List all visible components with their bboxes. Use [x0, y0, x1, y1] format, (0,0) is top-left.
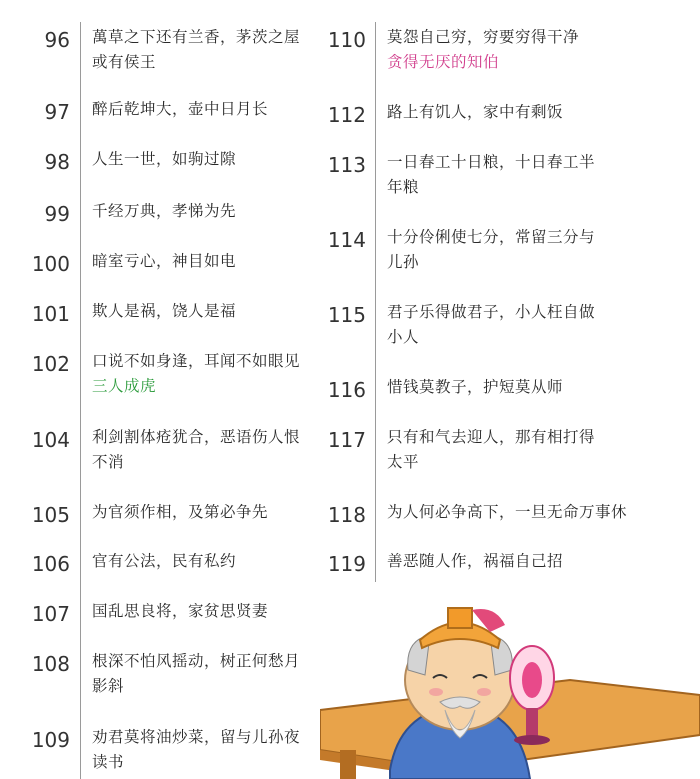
- proverb-number: 100: [31, 252, 70, 276]
- proverb-line: 君子乐得做君子，小人枉自做: [387, 303, 596, 321]
- proverb-number: 105: [31, 503, 70, 527]
- proverb-text: [92, 599, 317, 624]
- proverb-text: [92, 549, 317, 574]
- proverb-line: 儿孙: [387, 253, 420, 271]
- proverb-text: [92, 425, 317, 475]
- proverb-text: [92, 25, 317, 75]
- proverb-text: [92, 147, 317, 172]
- proverb-line: 小人: [387, 328, 420, 346]
- proverb-line: 为人何必争高下，一旦无命万事休: [387, 503, 628, 521]
- right-column-divider: [375, 22, 376, 582]
- proverb-line: 莫怨自己穷，穷要穷得干净: [387, 28, 580, 46]
- proverb-text: [387, 300, 637, 350]
- proverb-number: 97: [44, 100, 70, 124]
- proverb-line: 惜钱莫教子，护短莫从师: [387, 378, 564, 396]
- proverb-text: [387, 225, 637, 275]
- proverb-line: 醉后乾坤大，壶中日月长: [92, 100, 269, 118]
- proverb-text: [387, 100, 637, 125]
- proverb-number: 116: [327, 378, 366, 402]
- story-reference-note: 贪得无厌的知伯: [387, 53, 500, 71]
- left-column-divider: [80, 22, 81, 779]
- proverb-text: [387, 500, 637, 525]
- proverb-number: 102: [31, 352, 70, 376]
- proverb-line: 十分伶俐使七分，常留三分与: [387, 228, 596, 246]
- proverb-text: [92, 249, 317, 274]
- proverb-text: [387, 150, 637, 200]
- proverb-number: 119: [327, 552, 366, 576]
- proverb-number: 107: [31, 602, 70, 626]
- proverb-number: 101: [31, 302, 70, 326]
- proverb-line: 官有公法，民有私约: [92, 552, 237, 570]
- proverb-line: 影斜: [92, 677, 125, 695]
- proverb-number: 118: [327, 503, 366, 527]
- proverb-line: 人生一世，如驹过隙: [92, 150, 237, 168]
- proverb-line: 口说不如身逢，耳闻不如眼见: [92, 352, 301, 370]
- proverb-number: 96: [44, 28, 70, 52]
- proverb-line: 萬草之下还有兰香，茅茨之屋: [92, 28, 301, 46]
- proverb-line: 不消: [92, 453, 125, 471]
- proverb-line: 为官须作相，及第必争先: [92, 503, 269, 521]
- proverb-line: 利剑割体疮犹合，恶语伤人恨: [92, 428, 301, 446]
- proverb-text: [387, 25, 637, 75]
- proverb-number: 99: [44, 202, 70, 226]
- proverb-line: 根深不怕风摇动，树正何愁月: [92, 652, 301, 670]
- proverb-line: 善恶随人作，祸福自己招: [387, 552, 564, 570]
- proverb-number: 117: [327, 428, 366, 452]
- proverb-line: 或有侯王: [92, 53, 157, 71]
- proverb-line: 太平: [387, 453, 420, 471]
- story-reference-note: 三人成虎: [92, 377, 157, 395]
- proverb-line: 读书: [92, 753, 125, 771]
- proverb-text: [92, 199, 317, 224]
- proverb-number: 104: [31, 428, 70, 452]
- old-man-at-table-illustration: [320, 600, 700, 779]
- proverb-text: [92, 349, 317, 399]
- proverb-line: 劝君莫将油炒菜，留与儿孙夜: [92, 728, 301, 746]
- proverb-number: 113: [327, 153, 366, 177]
- proverb-text: [92, 299, 317, 324]
- proverb-line: 暗室亏心，神目如电: [92, 252, 237, 270]
- proverb-text: [387, 549, 637, 574]
- proverb-number: 110: [327, 28, 366, 52]
- proverb-text: [387, 425, 637, 475]
- proverb-line: 千经万典，孝悌为先: [92, 202, 237, 220]
- proverb-line: 路上有饥人，家中有剩饭: [387, 103, 564, 121]
- proverb-line: 一日春工十日粮，十日春工半: [387, 153, 596, 171]
- proverb-number: 106: [31, 552, 70, 576]
- proverb-number: 114: [327, 228, 366, 252]
- proverb-line: 年粮: [387, 178, 420, 196]
- proverb-text: [92, 649, 317, 699]
- proverb-number: 98: [44, 150, 70, 174]
- proverb-line: 欺人是祸，饶人是福: [92, 302, 237, 320]
- proverb-number: 109: [31, 728, 70, 752]
- proverb-number: 108: [31, 652, 70, 676]
- proverb-number: 112: [327, 103, 366, 127]
- proverb-text: [92, 97, 317, 122]
- proverb-text: [92, 500, 317, 525]
- proverb-number: 115: [327, 303, 366, 327]
- proverb-text: [92, 725, 317, 775]
- proverb-line: 国乱思良将，家贫思贤妻: [92, 602, 269, 620]
- proverb-line: 只有和气去迎人，那有相打得: [387, 428, 596, 446]
- proverb-text: [387, 375, 637, 400]
